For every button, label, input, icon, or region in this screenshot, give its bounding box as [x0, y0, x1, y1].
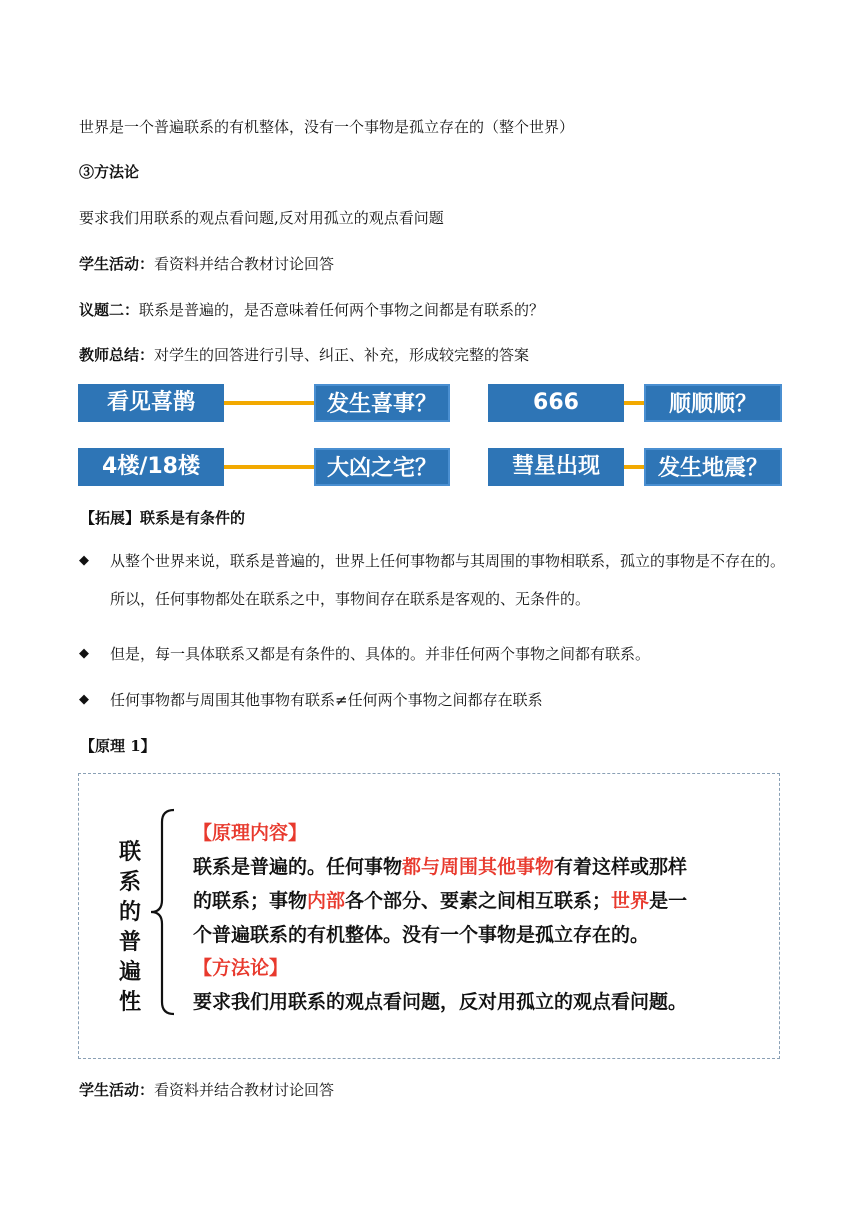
connector-dash — [624, 401, 644, 405]
vertical-char: 遍 — [118, 960, 141, 985]
bullet-diamond-icon: ◆ — [79, 553, 89, 568]
content-text: 各个部分、要素之间相互联系； — [345, 890, 612, 912]
content-highlight: 内部 — [307, 890, 346, 912]
pair-cause-box: 666 — [488, 384, 624, 422]
topic-two-label: 议题二： — [79, 301, 140, 319]
connector-dash — [624, 465, 644, 469]
heading-methodology: ③方法论 — [79, 163, 140, 181]
methodology-text: 要求我们用联系的观点看问题，反对用孤立的观点看问题。 — [193, 991, 688, 1013]
footer-activity-text: 看资料并结合教材讨论回答 — [154, 1081, 335, 1099]
connector-dash — [224, 465, 314, 469]
methodology-heading: 【方法论】 — [193, 957, 289, 979]
pair-effect-box: 发生地震？ — [644, 448, 782, 486]
vertical-char: 普 — [118, 930, 141, 955]
student-activity-label: 学生活动： — [79, 255, 155, 273]
extension-bullet-2 — [79, 635, 785, 673]
principle-vertical-title — [114, 838, 146, 1018]
principle-box — [78, 773, 780, 1059]
association-pair-magpie — [78, 384, 437, 422]
extension-bullet-1 — [79, 542, 785, 618]
pair-effect-box: 大凶之宅？ — [314, 448, 450, 486]
bullet-diamond-icon: ◆ — [79, 646, 89, 661]
footer-student-activity — [79, 1080, 334, 1100]
teacher-summary-label: 教师总结： — [79, 346, 155, 364]
bullet-text: 但是，每一具体联系又都是有条件的、具体的。并非任何两个事物之间都有联系。 — [110, 645, 651, 663]
student-activity-text: 看资料并结合教材讨论回答 — [154, 255, 335, 273]
vertical-char: 性 — [118, 990, 141, 1015]
extension-bullet-3 — [79, 681, 785, 719]
principle-heading: 【原理 1】 — [80, 737, 156, 755]
bullet-diamond-icon: ◆ — [79, 692, 89, 707]
content-text: 是一 — [649, 890, 688, 912]
principle-content-line-2 — [193, 886, 687, 913]
text-line-world: 世界是一个普遍联系的有机整体，没有一个事物是孤立存在的（整个世界） — [79, 118, 575, 136]
teacher-summary-text: 对学生的回答进行引导、纠正、补充，形成较完整的答案 — [154, 346, 530, 364]
topic-two-text: 联系是普遍的，是否意味着任何两个事物之间都是有联系的？ — [139, 301, 545, 319]
content-highlight: 都与周围其他事物 — [402, 856, 555, 878]
vertical-char: 的 — [118, 900, 141, 925]
pair-cause-box: 4楼/18楼 — [78, 448, 224, 486]
content-text: 有着这样或那样 — [554, 856, 688, 878]
bullet-text: 任何事物都与周围其他事物有联系≠任何两个事物之间都存在联系 — [110, 691, 543, 709]
principle-content-line-1 — [193, 852, 687, 879]
curly-brace-icon — [148, 808, 178, 1016]
student-activity-line — [79, 254, 334, 274]
vertical-char: 联 — [118, 840, 141, 865]
vertical-char: 系 — [118, 870, 141, 895]
content-text: 的联系；事物 — [193, 890, 308, 912]
text-line-method: 要求我们用联系的观点看问题,反对用孤立的观点看问题 — [79, 209, 444, 227]
principle-content-heading: 【原理内容】 — [193, 822, 308, 844]
pair-effect-box: 发生喜事？ — [314, 384, 450, 422]
pair-cause-box: 看见喜鹊 — [78, 384, 224, 422]
extension-heading: 【拓展】联系是有条件的 — [80, 509, 246, 527]
pair-effect-box: 顺顺顺？ — [644, 384, 782, 422]
content-text: 联系是普遍的。任何事物 — [193, 856, 403, 878]
association-pair-floor — [78, 448, 437, 486]
footer-activity-label: 学生活动： — [79, 1081, 155, 1099]
connector-dash — [224, 401, 314, 405]
association-pair-comet — [488, 448, 782, 486]
association-pair-666 — [488, 384, 782, 422]
pair-cause-box: 彗星出现 — [488, 448, 624, 486]
teacher-summary-line — [79, 345, 529, 365]
principle-content-line-3: 个普遍联系的有机整体。没有一个事物是孤立存在的。 — [193, 924, 650, 946]
bullet-text: 从整个世界来说，联系是普遍的，世界上任何事物都与其周围的事物相联系，孤立的事物是不存在的。所以，任何事物都处在联系之中，事物间存在联系是客观的、无条件的。 — [110, 552, 786, 608]
topic-two-line — [79, 300, 544, 320]
content-highlight: 世界 — [611, 890, 650, 912]
